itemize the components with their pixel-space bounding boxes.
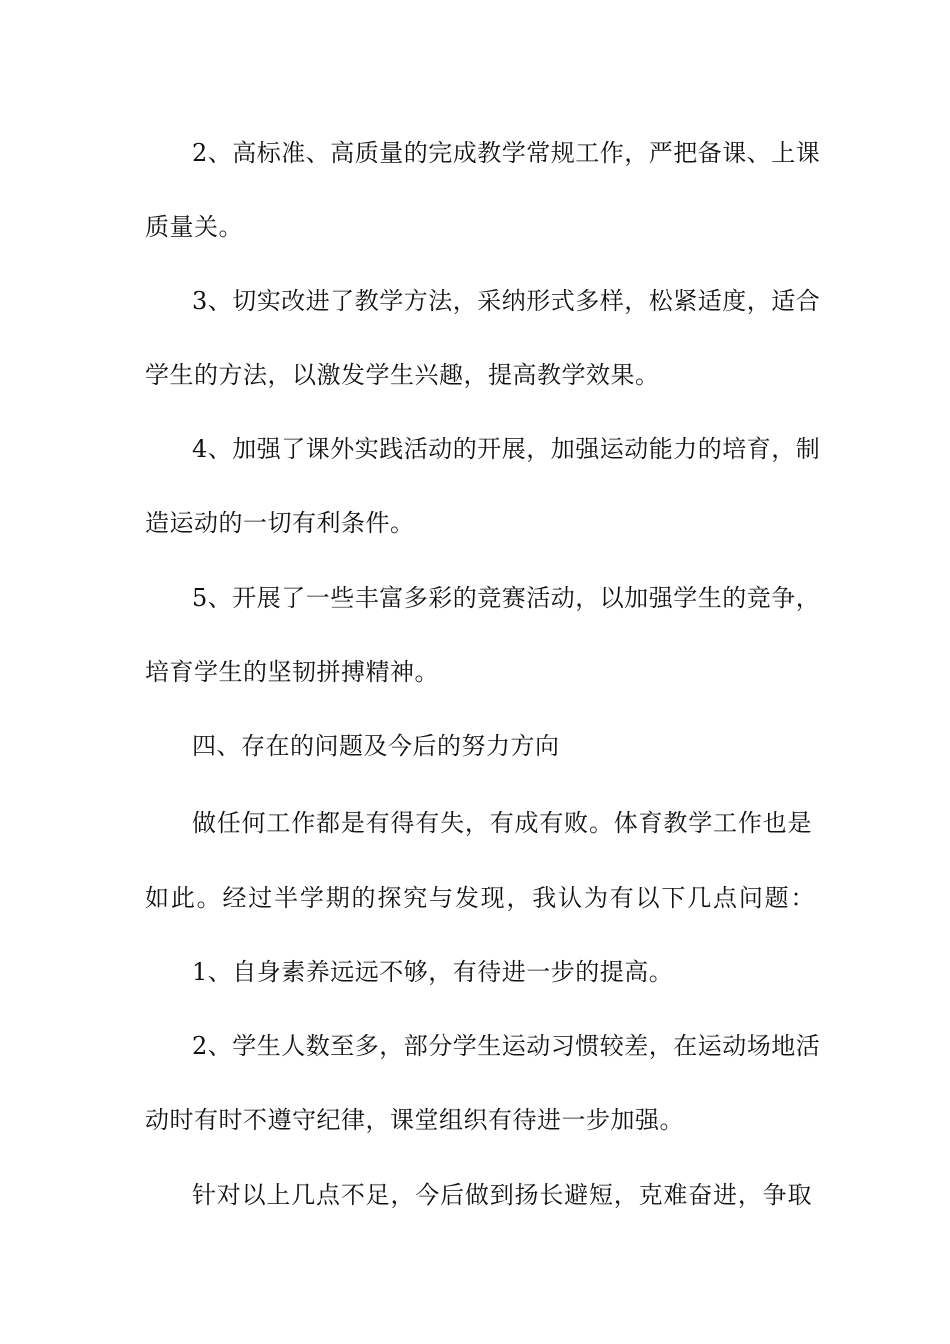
paragraph-line: 3、切实改进了教学方法，采纳形式多样，松紧适度，适合 bbox=[192, 287, 821, 315]
paragraph-line: 做任何工作都是有得有失，有成有败。体育教学工作也是 bbox=[192, 809, 812, 837]
paragraph-line: 动时有时不遵守纪律，课堂组织有待进一步加强。 bbox=[145, 1106, 684, 1134]
paragraph-line: 学生的方法，以激发学生兴趣，提高教学效果。 bbox=[145, 361, 660, 389]
paragraph-line: 针对以上几点不足，今后做到扬长避短，克难奋进，争取 bbox=[192, 1181, 812, 1209]
paragraph-line: 5、开展了一些丰富多彩的竞赛活动，以加强学生的竞争， bbox=[192, 584, 821, 612]
paragraph-line: 质量关。 bbox=[145, 213, 243, 241]
paragraph-line: 培育学生的坚韧拼搏精神。 bbox=[145, 658, 439, 686]
paragraph-line: 4、加强了课外实践活动的开展，加强运动能力的培育，制 bbox=[192, 435, 821, 463]
paragraph-line: 2、学生人数至多，部分学生运动习惯较差，在运动场地活 bbox=[192, 1032, 821, 1060]
paragraph-line: 造运动的一切有利条件。 bbox=[145, 509, 415, 537]
section-heading: 四、存在的问题及今后的努力方向 bbox=[192, 732, 560, 760]
paragraph-line: 如此。经过半学期的探究与发现，我认为有以下几点问题： bbox=[145, 884, 815, 912]
paragraph-line: 1、自身素养远远不够，有待进一步的提高。 bbox=[192, 958, 674, 986]
paragraph-line: 2、高标准、高质量的完成教学常规工作，严把备课、上课 bbox=[192, 139, 821, 167]
